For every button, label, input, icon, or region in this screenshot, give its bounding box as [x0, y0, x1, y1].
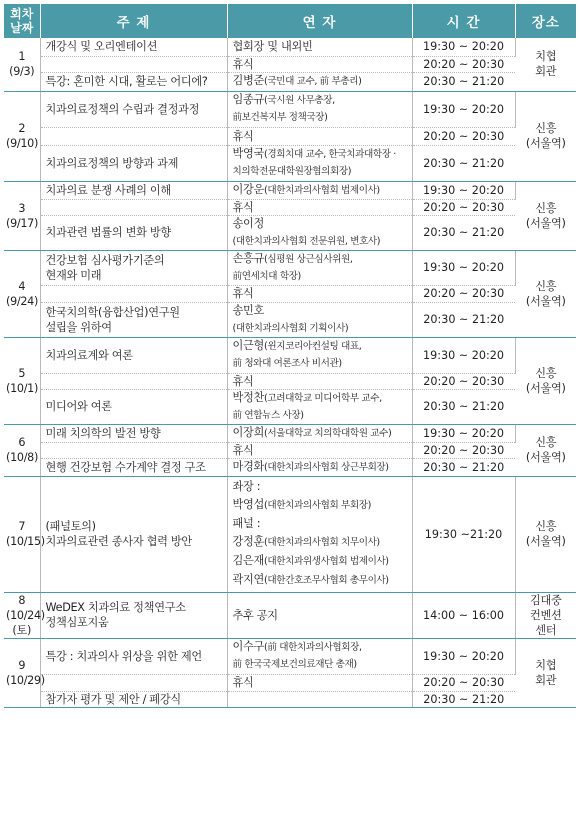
time-cell	[412, 674, 515, 691]
place-cell	[515, 592, 576, 638]
header-row	[4, 4, 576, 38]
panel-line	[233, 571, 408, 590]
table-row	[4, 674, 576, 691]
time-cell	[412, 215, 515, 250]
time-text: 19:30 ~ 20:20	[423, 261, 504, 274]
time-cell	[412, 389, 515, 424]
topic-text: 치과의료정책의 방향과 과제	[45, 156, 179, 170]
time-text: 19:30 ~ 20:20	[423, 426, 504, 440]
time-text: 20:20 ~ 20:30	[423, 676, 505, 689]
round-date: (10/8)	[6, 451, 39, 464]
place-cell	[515, 181, 576, 250]
time-cell	[412, 145, 515, 181]
speaker-cell	[227, 38, 412, 56]
topic-cell	[40, 389, 227, 424]
round-number: 5	[18, 366, 26, 380]
speaker-affiliation: (서울대학교 치의학대학원 교수)	[264, 427, 392, 439]
time-text: 20:20 ~ 20:30	[423, 57, 505, 71]
time-text: 20:20 ~ 20:30	[423, 443, 505, 457]
time-cell	[412, 56, 515, 72]
time-cell	[412, 250, 515, 285]
round-number: 4	[18, 279, 26, 293]
topic-cell	[40, 302, 227, 337]
time-text: 20:20 ~ 20:30	[423, 200, 505, 214]
panel-line	[233, 515, 408, 533]
topic-cell	[40, 215, 227, 250]
speaker-name: 이강운	[232, 182, 265, 196]
round-cell	[4, 337, 40, 424]
topic-cell	[40, 127, 227, 145]
speaker-name: 휴식	[232, 57, 254, 71]
speaker-name: 휴식	[232, 200, 254, 214]
panel-line	[233, 478, 408, 496]
table-row	[4, 181, 576, 199]
topic-cell	[40, 674, 227, 691]
time-cell	[412, 458, 515, 476]
place-cell	[515, 638, 576, 707]
time-text: 20:30 ~ 21:20	[423, 313, 505, 326]
speaker-cell	[227, 127, 412, 145]
panel-line	[233, 496, 408, 515]
panel-name: 강정훈	[232, 535, 265, 548]
topic-cell	[40, 145, 227, 181]
topic-cell	[40, 691, 227, 707]
time-text: 20:30 ~ 21:20	[423, 156, 505, 170]
topic-text: 현행 건강보험 수가계약 결정 구조	[45, 460, 206, 474]
time-cell	[412, 91, 515, 127]
speaker-affiliation: (前 대한치과의사협회장, 前 한국국제보건의료재단 총재)	[232, 642, 362, 670]
table-row	[4, 91, 576, 127]
round-number: 2	[18, 122, 26, 135]
round-cell	[4, 38, 40, 91]
speaker-cell	[227, 91, 412, 127]
speaker-cell	[227, 250, 412, 285]
time-cell	[412, 72, 515, 91]
speaker-cell	[227, 373, 412, 389]
speaker-cell	[227, 145, 412, 181]
speaker-cell	[227, 56, 412, 72]
table-row	[4, 458, 576, 476]
table-row	[4, 127, 576, 145]
topic-text: 치과관련 법률의 변화 방향	[45, 226, 171, 239]
speaker-name: 휴식	[232, 129, 254, 143]
round-date: (9/17)	[6, 216, 39, 230]
table-row	[4, 424, 576, 442]
panel-affiliation: (대한치과위생사협회 법제이사)	[264, 556, 389, 567]
place-cell	[515, 38, 576, 91]
panel-name: 좌장 :	[232, 480, 261, 493]
topic-cell	[40, 424, 227, 442]
topic-cell	[40, 250, 227, 285]
table-row	[4, 389, 576, 424]
topic-text: 치과의료정책의 수립과 결정과정	[45, 102, 200, 116]
speaker-affiliation: (대한치과의사협회 전문위원, 변호사)	[232, 235, 381, 247]
place-cell	[515, 476, 576, 592]
table-row	[4, 199, 576, 215]
header-time: 시 간	[412, 4, 515, 38]
table-row	[4, 373, 576, 389]
speaker-cell	[227, 638, 412, 674]
speaker-name: 김병준	[232, 74, 265, 87]
round-number: 9	[18, 658, 26, 672]
time-text: 20:20 ~ 20:30	[423, 287, 505, 300]
topic-text: (패널토의) 치과의료관련 종사자 협력 방안	[45, 520, 192, 548]
time-cell	[412, 373, 515, 389]
round-number: 1	[18, 50, 26, 64]
speaker-affiliation: (국민대 교수, 前 부총리)	[264, 76, 362, 87]
topic-cell	[40, 91, 227, 127]
table-row	[4, 250, 576, 285]
speaker-cell	[227, 215, 412, 250]
panel-name: 김은재	[232, 554, 265, 567]
topic-text: 치과의료계와 여론	[45, 348, 133, 362]
speaker-cell	[227, 691, 412, 707]
speaker-cell	[227, 302, 412, 337]
time-text: 19:30 ~21:20	[424, 527, 503, 541]
header-round-date: 회차 날짜	[4, 4, 40, 38]
time-cell	[412, 337, 515, 373]
place-text: 치협 회관	[535, 50, 557, 79]
panel-affiliation: (대한치과의사협회 치무이사)	[264, 537, 380, 548]
table-row	[4, 215, 576, 250]
time-text: 19:30 ~ 20:20	[423, 183, 504, 197]
topic-cell	[40, 285, 227, 302]
table-row	[4, 72, 576, 91]
speaker-affiliation: (국시원 사무총장, 前보건복지부 정책국장)	[232, 95, 335, 123]
table-row	[4, 691, 576, 707]
round-date: (10/15)	[6, 535, 45, 548]
speaker-name: 박영국	[232, 147, 265, 160]
time-text: 20:30 ~ 21:20	[423, 460, 505, 474]
time-cell	[412, 285, 515, 302]
topic-cell	[40, 442, 227, 458]
round-date: (10/24) (토)	[6, 608, 45, 637]
header-speaker: 연 자	[227, 4, 412, 38]
panel-affiliation: (대한간호조무사협회 총무이사)	[264, 575, 389, 586]
time-text: 20:20 ~ 20:30	[423, 374, 505, 388]
topic-text: 한국치의학(융합산업)연구원 설립을 위하여	[45, 305, 180, 334]
speaker-affiliation: (윈지코리아컨설팅 대표, 前 청와대 여론조사 비서관)	[232, 341, 362, 369]
place-cell	[515, 337, 576, 424]
speaker-affiliation: (경희치대 교수, 한국치과대학장 · 치의학전문대학원장협의회장)	[232, 149, 396, 177]
round-cell	[4, 91, 40, 181]
panel-name: 곽지연	[232, 573, 265, 586]
place-text: 신흥 (서울역)	[525, 279, 566, 308]
time-text: 19:30 ~ 20:20	[423, 40, 504, 54]
round-number: 7	[18, 520, 26, 533]
speaker-cell	[227, 476, 412, 592]
speaker-name: 추후 공지	[232, 608, 278, 622]
place-cell	[515, 91, 576, 181]
topic-text: WeDEX 치과의료 정책연구소 정책심포지움	[45, 601, 186, 629]
panel-line	[233, 552, 408, 571]
time-cell	[412, 127, 515, 145]
speaker-cell	[227, 592, 412, 638]
speaker-name: 송민호	[232, 303, 265, 317]
speaker-cell	[227, 181, 412, 199]
topic-cell	[40, 72, 227, 91]
speaker-cell	[227, 442, 412, 458]
time-cell	[412, 592, 515, 638]
speaker-name: 이수구	[232, 640, 265, 653]
table-row	[4, 638, 576, 674]
topic-cell	[40, 458, 227, 476]
speaker-name: 휴식	[232, 374, 254, 388]
topic-cell	[40, 638, 227, 674]
table-row	[4, 337, 576, 373]
header-topic: 주 제	[40, 4, 227, 38]
topic-cell	[40, 337, 227, 373]
speaker-cell	[227, 389, 412, 424]
place-text: 신흥 (서울역)	[525, 122, 566, 150]
round-date: (9/3)	[9, 65, 35, 79]
time-text: 20:30 ~ 21:20	[423, 692, 505, 706]
time-cell	[412, 199, 515, 215]
topic-cell	[40, 38, 227, 56]
topic-text: 건강보험 심사평가기준의 현재와 미래	[45, 253, 165, 282]
round-cell	[4, 424, 40, 476]
round-cell	[4, 181, 40, 250]
time-cell	[412, 38, 515, 56]
speaker-name: 휴식	[232, 676, 254, 689]
place-text: 신흥 (서울역)	[525, 201, 566, 230]
time-cell	[412, 476, 515, 592]
time-text: 19:30 ~ 20:20	[423, 102, 504, 116]
round-number: 3	[18, 201, 26, 215]
time-cell	[412, 691, 515, 707]
topic-cell	[40, 56, 227, 72]
time-cell	[412, 424, 515, 442]
time-text: 20:30 ~ 21:20	[423, 400, 505, 413]
place-text: 신흥 (서울역)	[525, 520, 566, 548]
panel-name: 박영섭	[232, 498, 265, 511]
speaker-cell	[227, 337, 412, 373]
table-row	[4, 592, 576, 638]
topic-cell	[40, 476, 227, 592]
speaker-affiliation: (고려대학교 미디어학부 교수, 前 연합뉴스 사장)	[232, 392, 382, 421]
round-date: (10/29)	[6, 673, 45, 687]
topic-text: 치과의료 분쟁 사례의 이해	[45, 183, 171, 197]
round-number: 8	[18, 593, 26, 607]
speaker-affiliation: (대한치과의사협회 상근부회장)	[264, 461, 389, 473]
topic-text: 특강: 혼미한 시대, 활로는 어디에?	[45, 75, 208, 88]
speaker-name: 마경화	[232, 459, 265, 473]
speaker-name: 협회장 및 내외빈	[232, 40, 313, 54]
time-cell	[412, 181, 515, 199]
speaker-cell	[227, 674, 412, 691]
speaker-cell	[227, 458, 412, 476]
round-cell	[4, 476, 45, 592]
time-text: 14:00 ~ 16:00	[423, 608, 504, 622]
place-text: 치협 회관	[535, 658, 557, 687]
topic-text: 미래 치의학의 발전 방향	[45, 426, 161, 440]
time-text: 20:30 ~ 21:20	[423, 75, 505, 88]
speaker-affiliation: (대한치과의사협회 법제이사)	[264, 184, 380, 196]
time-cell	[412, 638, 515, 674]
table-row	[4, 442, 576, 458]
speaker-name: 휴식	[232, 443, 254, 457]
speaker-cell	[227, 72, 412, 91]
speaker-name: 송이정	[232, 216, 265, 230]
panel-name: 패널 :	[232, 517, 261, 530]
round-date: (9/10)	[6, 137, 39, 150]
table-row	[4, 38, 576, 56]
time-text: 19:30 ~ 20:20	[423, 348, 504, 362]
round-date: (10/1)	[6, 381, 39, 395]
panel-affiliation: (대한치과의사협회 부회장)	[264, 500, 371, 511]
speaker-name: 박정찬	[232, 390, 265, 404]
time-text: 19:30 ~ 20:20	[423, 649, 504, 663]
round-cell	[4, 638, 45, 707]
speaker-name: 이장희	[232, 425, 265, 439]
table-row	[4, 285, 576, 302]
speaker-affiliation: (대한치과의사협회 기획이사)	[232, 322, 349, 334]
table-row	[4, 145, 576, 181]
topic-cell	[40, 592, 227, 638]
speaker-cell	[227, 199, 412, 215]
round-cell	[4, 592, 45, 638]
place-text: 김대중 컨벤션 센터	[529, 593, 562, 637]
topic-cell	[40, 181, 227, 199]
place-text: 신흥 (서울역)	[525, 366, 566, 395]
topic-text: 개강식 및 오리엔테이션	[45, 40, 158, 54]
schedule-table	[4, 4, 576, 708]
header-place: 장소	[515, 4, 576, 38]
topic-cell	[40, 199, 227, 215]
time-text: 20:30 ~ 21:20	[423, 226, 505, 239]
panel-line	[233, 533, 408, 552]
round-number: 6	[18, 436, 26, 449]
table-row	[4, 302, 576, 337]
time-cell	[412, 302, 515, 337]
round-date: (9/24)	[6, 294, 39, 308]
topic-text: 참가자 평가 및 제안 / 폐강식	[45, 692, 181, 706]
topic-cell	[40, 373, 227, 389]
round-cell	[4, 250, 40, 337]
speaker-name: 이근형	[232, 339, 265, 352]
speaker-cell	[227, 424, 412, 442]
speaker-name: 임종규	[232, 93, 265, 106]
place-cell	[515, 250, 576, 337]
time-text: 20:20 ~ 20:30	[423, 129, 505, 143]
speaker-cell	[227, 285, 412, 302]
table-row	[4, 56, 576, 72]
speaker-name: 휴식	[232, 287, 254, 300]
speaker-name: 손흥규	[232, 251, 265, 265]
speaker-affiliation: (심평원 상근심사위원, 前연세치대 학장)	[232, 253, 353, 282]
place-cell	[515, 424, 576, 476]
time-cell	[412, 442, 515, 458]
topic-text: 미디어와 여론	[45, 400, 112, 413]
topic-text: 특강 : 치과의사 위상을 위한 제언	[45, 649, 202, 663]
place-text: 신흥 (서울역)	[525, 436, 566, 464]
table-row	[4, 476, 576, 592]
